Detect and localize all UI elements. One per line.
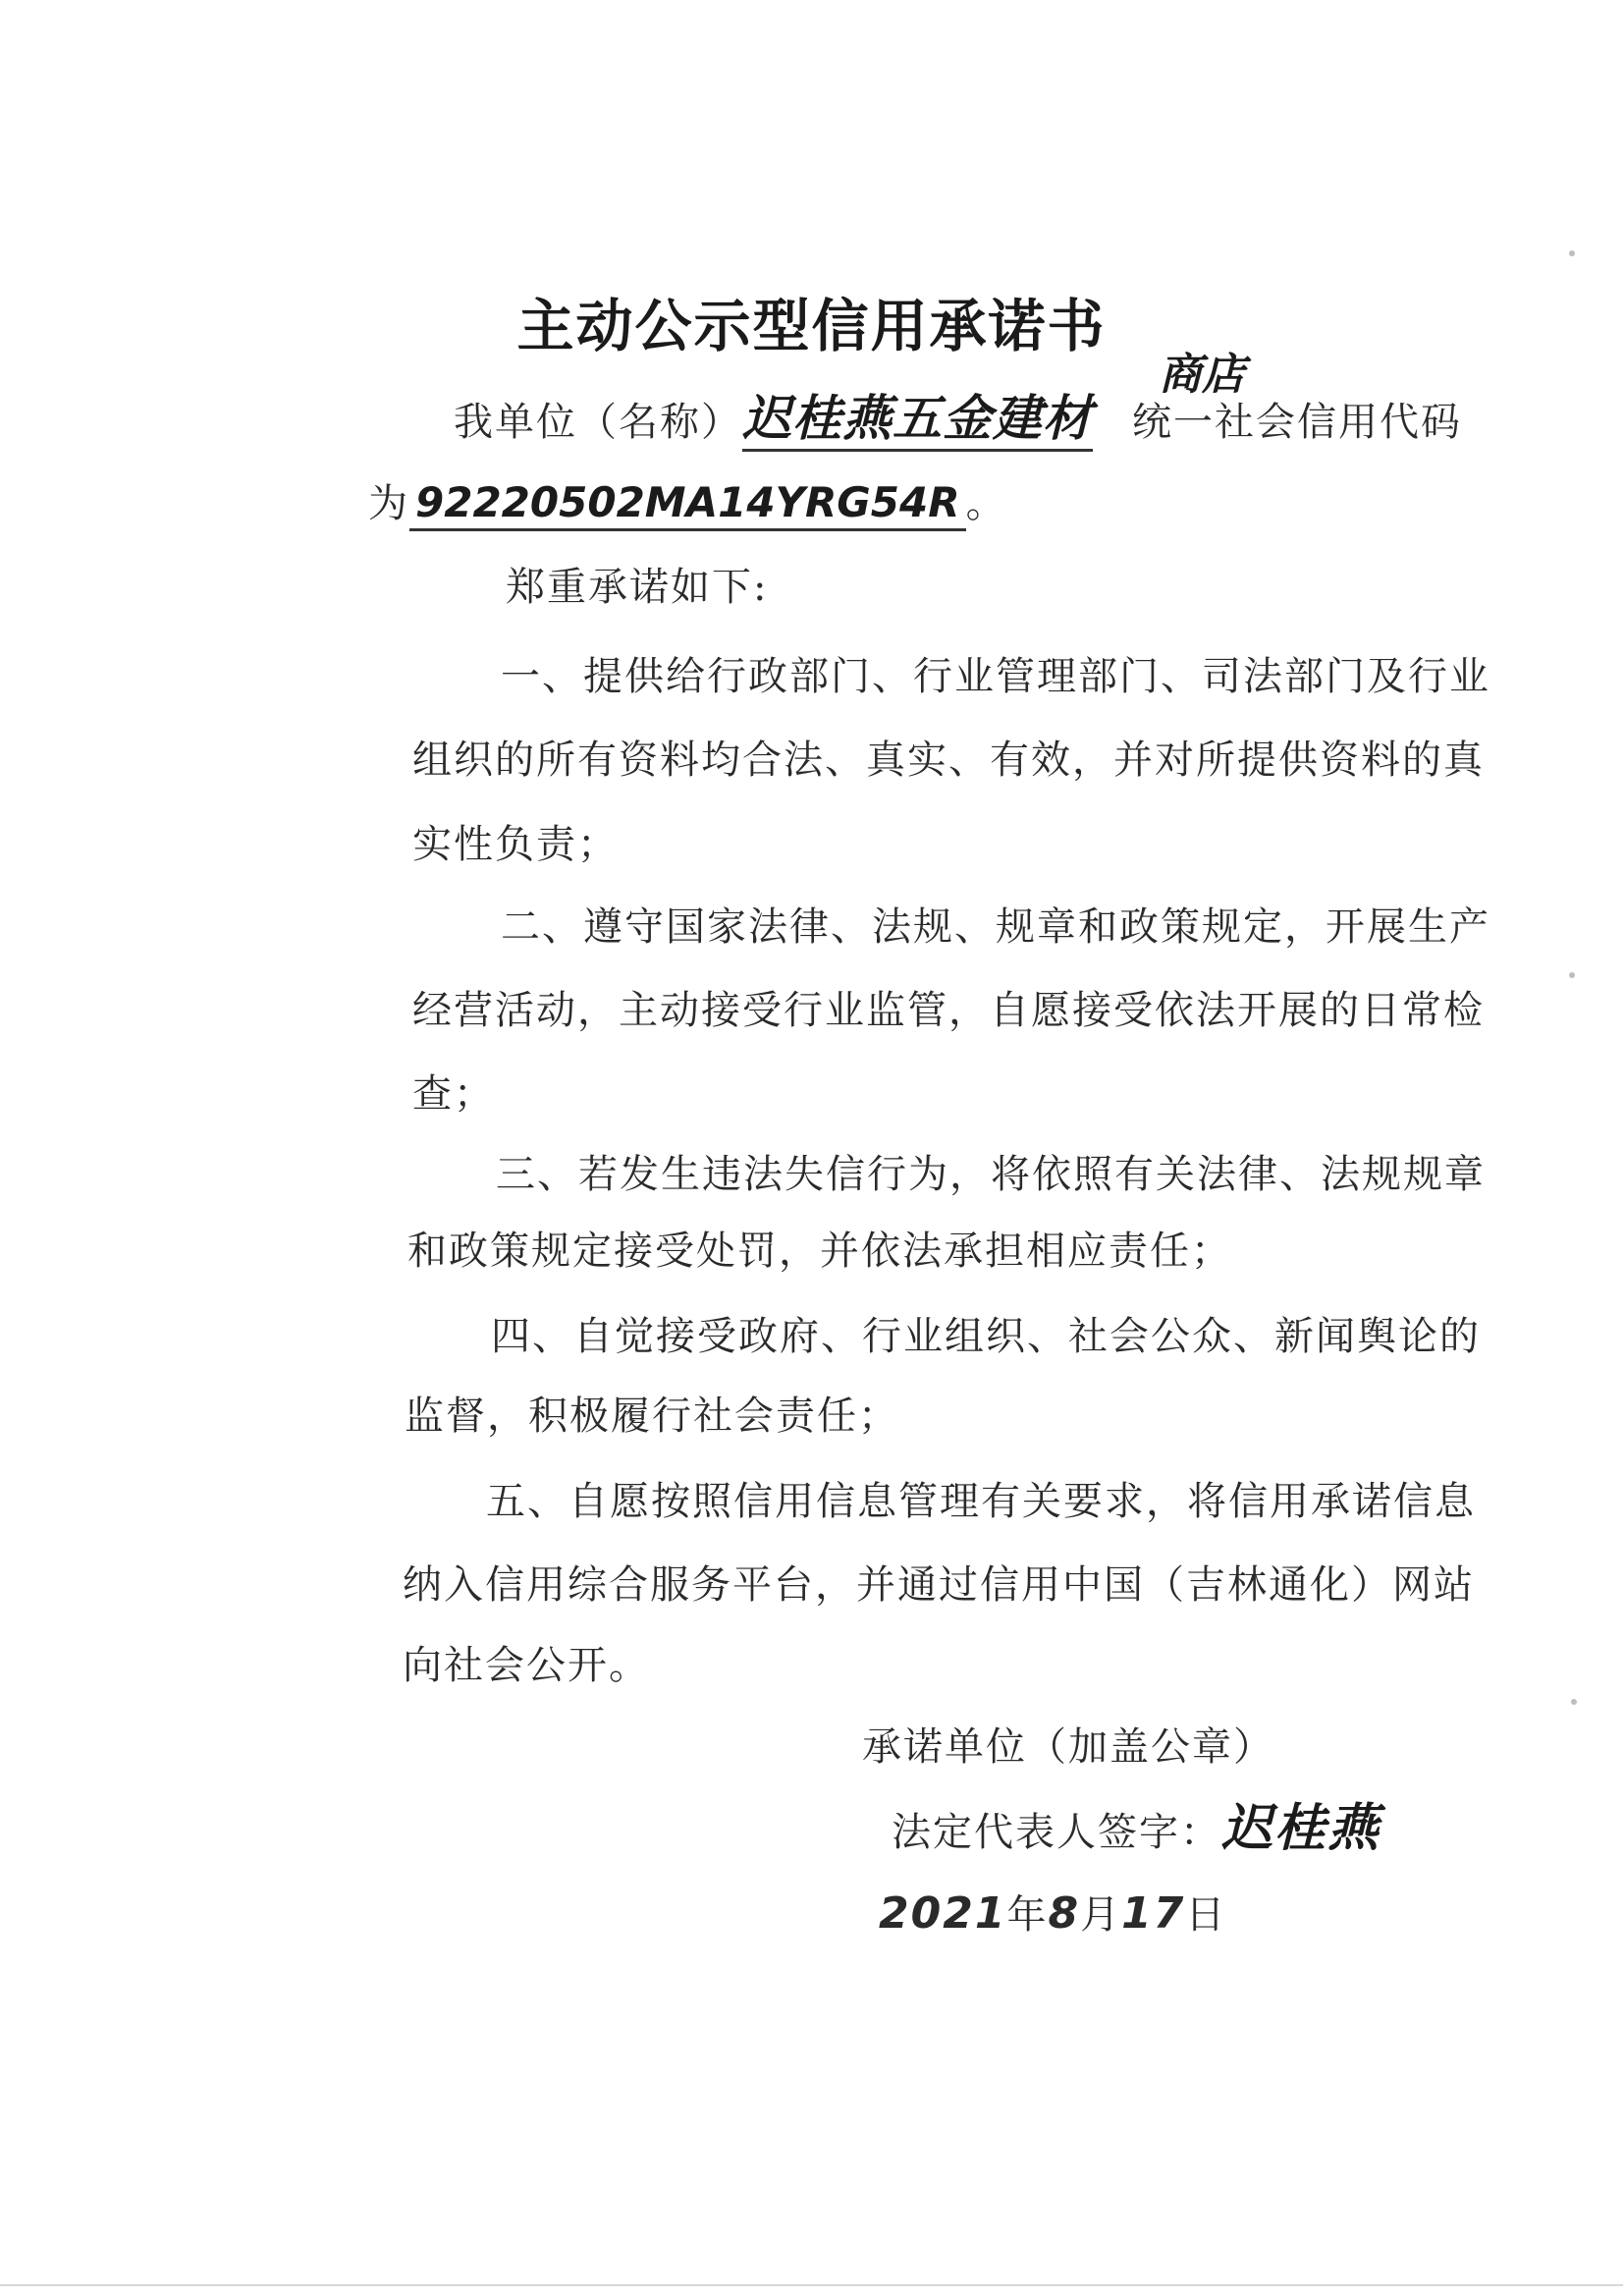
code-prefix: 为 <box>368 481 409 526</box>
legal-rep-signature: 迟桂燕 <box>1221 1799 1381 1858</box>
date-day-unit: 日 <box>1185 1892 1227 1938</box>
date-year-unit: 年 <box>1006 1892 1049 1938</box>
credit-code-line <box>368 479 1007 527</box>
promising-unit-label: 承诺单位（加盖公章） <box>862 1724 1274 1770</box>
clause-4-line-1: 四、自觉接受政府、行业组织、社会公众、新闻舆论的 <box>491 1314 1481 1359</box>
code-suffix: 。 <box>965 481 1007 526</box>
date-month-unit: 月 <box>1080 1892 1122 1938</box>
clause-2-line-1: 二、遵守国家法律、法规、规章和政策规定，开展生产 <box>501 904 1490 950</box>
scan-speck <box>1571 1699 1577 1705</box>
document-title: 主动公示型信用承诺书 <box>516 293 1107 359</box>
date-month: 8 <box>1048 1888 1081 1939</box>
clause-2-line-3: 查； <box>412 1071 495 1117</box>
date-year: 2021 <box>879 1888 1007 1939</box>
scan-speck <box>1569 250 1575 256</box>
clause-3-line-1: 三、若发生违法失信行为，将依照有关法律、法规规章 <box>496 1152 1486 1197</box>
intro-line <box>454 390 1462 447</box>
intro-prefix: 我单位（名称） <box>454 400 742 445</box>
company-name-insert-handwritten: 商店 <box>1159 350 1245 400</box>
clause-3-line-2: 和政策规定接受处罚，并依法承担相应责任； <box>407 1229 1232 1274</box>
clause-1-line-1: 一、提供给行政部门、行业管理部门、司法部门及行业 <box>501 654 1490 699</box>
date-day: 17 <box>1121 1888 1186 1939</box>
scan-speck <box>1569 972 1575 978</box>
credit-code-handwritten: 92220502MA14YRG54R <box>409 478 966 531</box>
credit-code-label: 统一社会信用代码 <box>1132 400 1462 445</box>
clause-5-line-1: 五、自愿按照信用信息管理有关要求，将信用承诺信息 <box>486 1479 1476 1524</box>
legal-rep-line <box>892 1799 1381 1858</box>
clause-5-line-2: 纳入信用综合服务平台，并通过信用中国（吉林通化）网站 <box>403 1562 1475 1608</box>
clause-1-line-2: 组织的所有资料均合法、真实、有效，并对所提供资料的真 <box>412 738 1485 783</box>
pledge-heading: 郑重承诺如下: <box>506 565 769 610</box>
legal-rep-label: 法定代表人签字： <box>892 1810 1221 1855</box>
scan-bottom-edge <box>0 2284 1623 2286</box>
clause-4-line-2: 监督，积极履行社会责任； <box>405 1394 899 1439</box>
signing-date <box>879 1890 1226 1939</box>
clause-5-line-3: 向社会公开。 <box>403 1643 650 1688</box>
clause-2-line-2: 经营活动，主动接受行业监管，自愿接受依法开展的日常检 <box>412 988 1485 1033</box>
clause-1-line-3: 实性负责； <box>412 822 619 867</box>
company-name-handwritten: 迟桂燕五金建材 <box>742 390 1093 452</box>
